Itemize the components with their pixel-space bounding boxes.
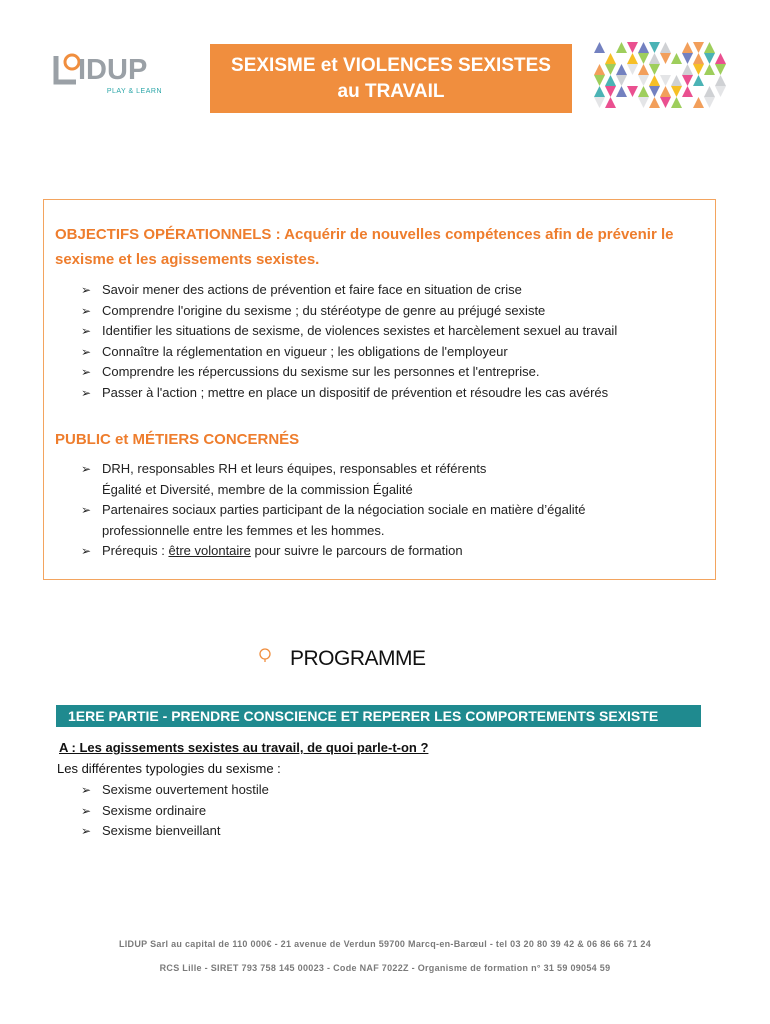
list-item: ➢ Identifier les situations de sexisme, de violences sexistes et harcèlement sexuel au travail	[55, 321, 617, 342]
mosaic-triangle	[660, 53, 671, 64]
mosaic-triangle	[616, 64, 627, 75]
public-heading: PUBLIC et MÉTIERS CONCERNÉS	[55, 431, 300, 448]
lightbulb-icon	[258, 648, 272, 662]
logo-tagline: PLAY & LEARN	[106, 88, 162, 95]
list-item: ➢ DRH, responsables RH et leurs équipes, responsables et référents Égalité et Diversité, membre de la commission Égalité	[81, 461, 487, 497]
arrow-bullet-icon: ➢	[81, 324, 92, 338]
mosaic-triangle	[638, 42, 649, 53]
arrow-bullet-icon: ➢	[81, 803, 92, 818]
list-item: ➢ Sexisme ordinaire	[55, 801, 269, 822]
mosaic-triangle	[605, 64, 616, 75]
mosaic-triangle	[616, 75, 627, 86]
mosaic-triangle	[649, 64, 660, 75]
mosaic-triangle	[649, 75, 660, 86]
arrow-bullet-icon: ➢	[81, 783, 92, 797]
mosaic-triangle	[715, 75, 726, 86]
list-item: ➢ Comprendre les répercussions du sexisme sur les personnes et l'entreprise.	[55, 362, 617, 383]
mosaic-triangle	[638, 86, 649, 97]
part-1-subheading: A : Les agissements sexistes au travail, de quoi parle-t-on ?	[59, 740, 429, 755]
document-title	[210, 44, 572, 113]
mosaic-triangle	[682, 86, 693, 97]
mosaic-triangle	[693, 97, 704, 108]
mosaic-triangle	[715, 64, 726, 75]
part-1-banner: 1ERE PARTIE - PRENDRE CONSCIENCE ET REPERER LES COMPORTEMENTS SEXISTE	[56, 705, 701, 727]
mosaic-triangle	[693, 64, 704, 75]
mosaic-triangle	[704, 86, 715, 97]
list-item: ➢ Passer à l'action ; mettre en place un dispositif de prévention et résoudre les cas avérés	[55, 383, 617, 404]
mosaic-triangle	[605, 86, 616, 97]
arrow-bullet-icon: ➢	[81, 365, 92, 379]
mosaic-triangle	[682, 53, 693, 64]
mosaic-triangle	[638, 75, 649, 86]
part-1-intro: Les différentes typologies du sexisme :	[57, 761, 281, 776]
footer-company-info: LIDUP Sarl au capital de 110 000€ - 21 avenue de Verdun 59700 Marcq-en-Barœul - tel 03 20 80 39 42 & 06 86 66 71 24	[118, 939, 652, 949]
mosaic-triangle	[594, 42, 605, 53]
title-line-2: au TRAVAIL	[337, 80, 445, 102]
mosaic-triangle	[649, 86, 660, 97]
mosaic-triangle	[671, 53, 682, 64]
arrow-bullet-icon: ➢	[81, 824, 92, 838]
mosaic-triangle	[594, 86, 605, 97]
underlined-text: être volontaire	[168, 543, 251, 558]
list-item: ➢ Prérequis : être volontaire pour suivre le parcours de formation	[55, 541, 585, 562]
list-item: ➢ Partenaires sociaux parties participant de la négociation sociale en matière d’égalité professionnelle entre les femmes et les hommes.	[81, 502, 586, 538]
mosaic-triangle	[638, 64, 649, 75]
mosaic-triangle	[671, 75, 682, 86]
sexism-types-list	[55, 780, 269, 842]
mosaic-triangle	[649, 42, 660, 53]
mosaic-triangle	[616, 42, 627, 53]
mosaic-triangle	[704, 64, 715, 75]
public-list	[55, 459, 585, 562]
triangle-mosaic-decoration	[594, 42, 726, 112]
mosaic-triangle	[671, 86, 682, 97]
list-item: ➢ Sexisme bienveillant	[55, 821, 269, 842]
mosaic-triangle	[627, 86, 638, 97]
mosaic-triangle	[594, 64, 605, 75]
mosaic-triangle	[594, 97, 605, 108]
mosaic-triangle	[693, 42, 704, 53]
mosaic-triangle	[693, 75, 704, 86]
mosaic-triangle	[605, 75, 616, 86]
arrow-bullet-icon: ➢	[81, 544, 92, 558]
mosaic-triangle	[660, 86, 671, 97]
mosaic-triangle	[704, 97, 715, 108]
mosaic-triangle	[638, 53, 649, 64]
arrow-bullet-icon: ➢	[81, 462, 92, 476]
list-item: ➢ Comprendre l'origine du sexisme ; du stéréotype de genre au préjugé sexiste	[55, 301, 617, 322]
list-item: ➢ Savoir mener des actions de prévention et faire face en situation de crise	[55, 280, 617, 301]
mosaic-triangle	[627, 42, 638, 53]
arrow-bullet-icon: ➢	[81, 344, 92, 359]
mosaic-triangle	[693, 53, 704, 64]
mosaic-triangle	[627, 53, 638, 64]
arrow-bullet-icon: ➢	[81, 303, 92, 318]
logo-letters: IDUP	[78, 54, 148, 86]
mosaic-triangle	[682, 64, 693, 75]
arrow-bullet-icon: ➢	[81, 385, 92, 400]
mosaic-triangle	[660, 97, 671, 108]
programme-label: PROGRAMME	[290, 647, 426, 670]
mosaic-triangle	[704, 53, 715, 64]
mosaic-triangle	[660, 75, 671, 86]
mosaic-triangle	[649, 97, 660, 108]
mosaic-triangle	[605, 97, 616, 108]
lidup-logo	[48, 50, 166, 102]
mosaic-triangle	[594, 75, 605, 86]
mosaic-triangle	[682, 42, 693, 53]
list-item: ➢ Connaître la réglementation en vigueur ; les obligations de l'employeur	[55, 342, 617, 363]
arrow-bullet-icon: ➢	[81, 283, 92, 297]
title-line-1: SEXISME et VIOLENCES SEXISTES	[231, 54, 551, 76]
mosaic-triangle	[715, 53, 726, 64]
mosaic-triangle	[649, 53, 660, 64]
mosaic-triangle	[660, 42, 671, 53]
mosaic-triangle	[627, 64, 638, 75]
objectives-list	[55, 280, 617, 403]
objectives-box	[43, 199, 716, 580]
mosaic-triangle	[682, 75, 693, 86]
mosaic-triangle	[715, 86, 726, 97]
footer-registration-info: RCS Lille - SIRET 793 758 145 00023 - Code NAF 7022Z - Organisme de formation n° 31 59 09054 59	[159, 963, 611, 973]
mosaic-triangle	[638, 97, 649, 108]
objectives-heading: OBJECTIFS OPÉRATIONNELS : Acquérir de nouvelles compétences afin de prévenir le sexisme et les agissements sexistes.	[55, 226, 674, 268]
mosaic-triangle	[671, 97, 682, 108]
mosaic-triangle	[704, 42, 715, 53]
arrow-bullet-icon: ➢	[81, 503, 92, 517]
mosaic-triangle	[605, 53, 616, 64]
mosaic-triangle	[616, 86, 627, 97]
list-item: ➢ Sexisme ouvertement hostile	[55, 780, 269, 801]
